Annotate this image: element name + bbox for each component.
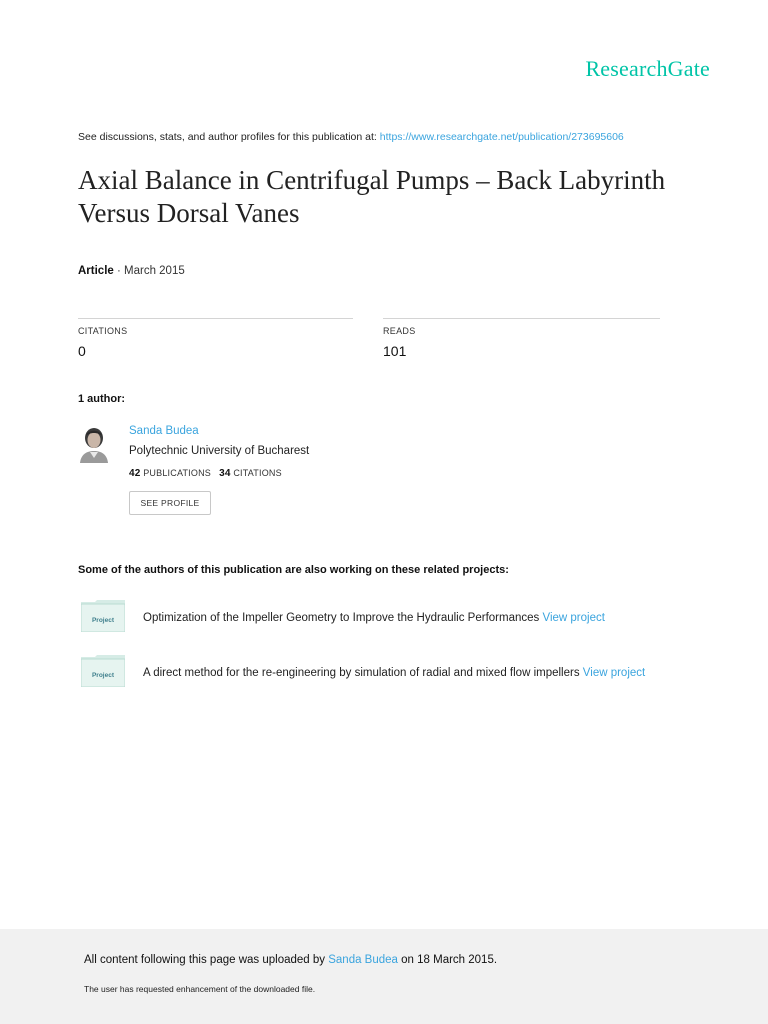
publication-date: · March 2015 [113,265,185,277]
publication-title: Axial Balance in Centrifugal Pumps – Back Labyrinth Versus Dorsal Vanes [78,165,666,228]
projects-heading: Some of the authors of this publication are also working on these related projects: [78,564,509,576]
citations-label: CITATIONS [78,326,128,336]
upload-suffix: on 18 March 2015. [401,954,498,966]
project-icon-label: Project [91,617,115,624]
upload-info [84,954,497,966]
publication-meta [78,265,185,277]
publication-url-link[interactable]: https://www.researchgate.net/publication/273695606 [379,131,624,143]
author-publications-count: 42 [129,468,141,479]
enhancement-note: The user has requested enhancement of the downloaded file. [84,984,316,994]
upload-prefix: All content following this page was uploaded by [84,954,326,966]
reads-value: 101 [383,343,407,359]
project-icon-label: Project [91,672,115,679]
citations-value: 0 [78,343,86,359]
reads-divider [383,318,660,319]
uploader-link[interactable]: Sanda Budea [328,954,398,966]
researchgate-logo[interactable]: ResearchGate [585,56,710,81]
view-project-link[interactable]: View project [542,612,605,624]
project-title: A direct method for the re-engineering by simulation of radial and mixed flow impellers [143,667,580,679]
authors-heading: 1 author: [78,393,126,405]
view-project-link[interactable]: View project [582,667,646,679]
discussion-prefix: See discussions, stats, and author profiles for this publication at: [78,131,377,143]
author-avatar[interactable] [78,425,110,463]
project-item [143,612,605,624]
author-stats [129,468,282,479]
publication-type: Article [78,265,114,277]
footer-panel [0,929,768,1024]
citations-divider [78,318,353,319]
author-citations-label: CITATIONS [233,468,282,478]
author-citations-count: 34 [219,468,231,479]
see-profile-button[interactable]: SEE PROFILE [129,491,211,515]
project-folder-icon[interactable] [81,600,125,632]
project-folder-icon[interactable] [81,655,125,687]
reads-label: READS [383,326,416,336]
author-institution: Polytechnic University of Bucharest [129,445,310,457]
author-name-link[interactable]: Sanda Budea [129,425,199,437]
project-title: Optimization of the Impeller Geometry to Improve the Hydraulic Performances [143,612,540,624]
discussion-line [78,131,624,143]
author-publications-label: PUBLICATIONS [143,468,211,478]
project-item [143,667,645,679]
